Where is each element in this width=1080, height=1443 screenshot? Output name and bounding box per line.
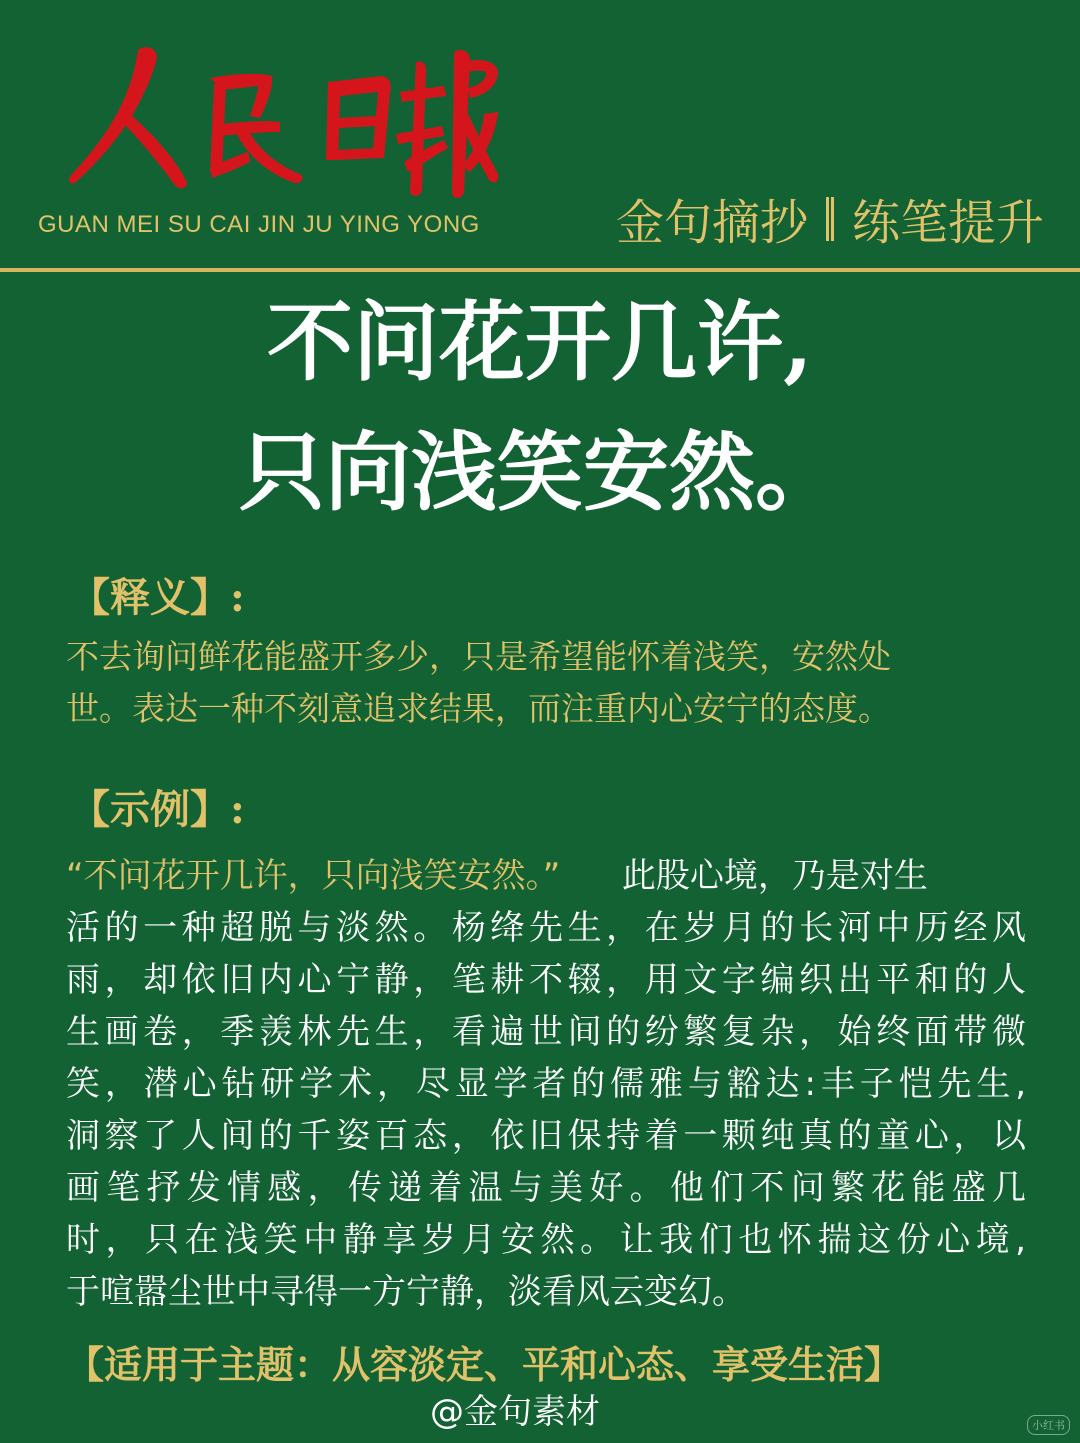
example-line: 画笔抒发情感，传递着温与美好。他们不问繁花能盛几 <box>66 1168 1026 1208</box>
title-line-2: 只向浅笑安然。 <box>239 422 841 523</box>
pinyin-subtitle: GUAN MEI SU CAI JIN JU YING YONG <box>38 211 480 238</box>
header <box>0 0 1080 270</box>
tagline <box>616 184 1044 253</box>
meaning-paragraph <box>66 631 1026 735</box>
author-credit: @金句素材 <box>430 1392 600 1432</box>
tagline-right: 练笔提升 <box>851 195 1044 251</box>
example-line: 雨，却依旧内心宁静，笔耕不辍，用文字编织出平和的人 <box>66 960 1026 1000</box>
example-quote: “不问花开几许，只向浅笑安然。” <box>66 856 561 896</box>
example-first-line-rest: 此股心境，乃是对生 <box>621 856 928 896</box>
meaning-heading: 【释义】: <box>70 574 245 621</box>
applicable-themes: 【适用于主题：从容淡定、平和心态、享受生活】 <box>66 1342 903 1387</box>
newspaper-logo <box>60 22 500 202</box>
platform-watermark: 小红书 <box>1027 1415 1070 1435</box>
example-paragraph <box>66 850 1026 1318</box>
tagline-left: 金句摘抄 <box>615 195 808 251</box>
example-heading: 【示例】: <box>70 786 245 833</box>
example-line: 笑，潜心钻研学术，尽显学者的儒雅与豁达:丰子恺先生, <box>66 1064 1026 1104</box>
header-divider <box>0 268 1080 272</box>
meaning-line: 不去询问鲜花能盛开多少，只是希望能怀着浅笑，安然处 <box>66 637 891 676</box>
example-line: 于喧嚣尘世中寻得一方宁静，淡看风云变幻。 <box>66 1272 746 1312</box>
example-line: 生画卷，季羡林先生，看遍世间的纷繁复杂，始终面带微 <box>66 1012 1026 1052</box>
double-bar-separator <box>826 197 834 241</box>
example-line: 洞察了人间的千姿百态，依旧保持着一颗纯真的童心，以 <box>66 1116 1026 1156</box>
example-first-line <box>66 850 1026 902</box>
example-line: 活的一种超脱与淡然。杨绛先生，在岁月的长河中历经风 <box>66 908 1026 948</box>
example-line: 时，只在浅笑中静享岁月安然。让我们也怀揣这份心境, <box>66 1220 1026 1260</box>
logo-calligraphy <box>60 22 500 202</box>
title-line-1: 不问花开几许, <box>267 292 813 393</box>
meaning-line: 世。表达一种不刻意追求结果，而注重内心安宁的态度。 <box>66 689 891 728</box>
